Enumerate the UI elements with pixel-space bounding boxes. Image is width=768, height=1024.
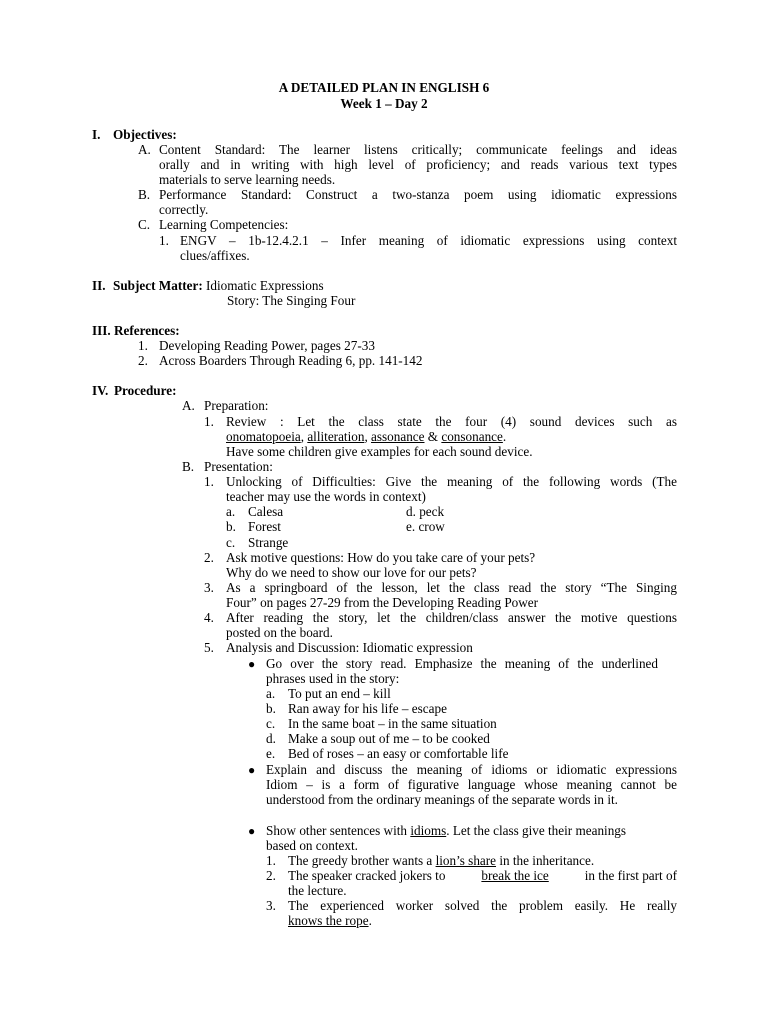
phrase-d-marker: d. <box>266 731 276 746</box>
objectives-heading: Objectives: <box>113 127 177 142</box>
sentence-2-line2: the lecture. <box>288 883 347 898</box>
motive-marker: 2. <box>204 550 214 565</box>
sentence-1-marker: 1. <box>266 853 276 868</box>
analysis-marker: 5. <box>204 640 214 655</box>
objective-b-marker: B. <box>138 187 151 202</box>
subject-matter-value: Idiomatic Expressions <box>206 278 324 293</box>
bullet1-line1: Go over the story read. Emphasize the meaning of the underlined <box>266 656 658 671</box>
bullet2-line3: understood from the ordinary meanings of the separate words in it. <box>266 792 618 807</box>
competency-1-line2: clues/affixes. <box>180 248 250 263</box>
bullet3-line2: based on context. <box>266 838 358 853</box>
objective-c-marker: C. <box>138 217 151 232</box>
preparation-marker: A. <box>182 398 195 413</box>
phrase-a: To put an end – kill <box>288 686 391 701</box>
phrase-c: In the same boat – in the same situation <box>288 716 497 731</box>
presentation-marker: B. <box>182 459 195 474</box>
device-onomatopoeia: onomatopoeia <box>226 429 301 444</box>
device-end: . <box>502 429 507 444</box>
unlocking-line2: teacher may use the words in context) <box>226 489 426 504</box>
word-a-marker: a. <box>226 504 236 519</box>
references-heading: References: <box>114 323 180 338</box>
sentence-2-line1 <box>288 868 677 883</box>
competency-1-line1: ENGV – 1b-12.4.2.1 – Infer meaning of idiomatic expressions using context <box>180 233 677 248</box>
objective-a-line1: Content Standard: The learner listens critically; communicate feelings and ideas <box>159 142 677 157</box>
word-e: e. crow <box>406 519 445 534</box>
objective-b-line1: Performance Standard: Construct a two-stanza poem using idiomatic expressions <box>159 187 677 202</box>
document-subtitle: Week 1 – Day 2 <box>340 96 428 111</box>
objective-a-line2: orally and in writing with high level of proficiency; and reads various text types <box>159 157 677 172</box>
phrase-a-marker: a. <box>266 686 276 701</box>
presentation-label: Presentation: <box>204 459 273 474</box>
bullet-icon: ● <box>248 657 256 671</box>
phrase-b-marker: b. <box>266 701 276 716</box>
preparation-label: Preparation: <box>204 398 269 413</box>
bullet3-post: . Let the class give their meanings <box>446 823 627 838</box>
device-consonance: consonance <box>441 429 503 444</box>
sentence-1-pre: The greedy brother wants a <box>288 853 436 868</box>
springboard-line2: Four” on pages 27-29 from the Developing Reading Power <box>226 595 539 610</box>
reference-1: Developing Reading Power, pages 27-33 <box>159 338 375 353</box>
subject-matter-heading: Subject Matter: <box>113 278 203 293</box>
objective-c-line1: Learning Competencies: <box>159 217 289 232</box>
competency-1-marker: 1. <box>159 233 169 248</box>
procedure-number: IV. <box>92 383 109 398</box>
word-d: d. peck <box>406 504 445 519</box>
review-line1: Review : Let the class state the four (4) sound devices such as <box>226 414 677 429</box>
sentence-1 <box>288 853 594 868</box>
device-alliteration: alliteration <box>307 429 365 444</box>
objective-a-marker: A. <box>138 142 151 157</box>
after-reading-line1: After reading the story, let the children/class answer the motive questions <box>226 610 677 625</box>
reference-2: Across Boarders Through Reading 6, pp. 141-142 <box>159 353 423 368</box>
analysis-line1: Analysis and Discussion: Idiomatic expression <box>226 640 473 655</box>
word-c-marker: c. <box>226 535 236 550</box>
device-separator: & <box>424 429 442 444</box>
bullet-icon: ● <box>248 824 256 838</box>
objective-b-line2: correctly. <box>159 202 209 217</box>
subject-matter-number: II. <box>92 278 106 293</box>
phrase-c-marker: c. <box>266 716 276 731</box>
document-title: A DETAILED PLAN IN ENGLISH 6 <box>278 80 490 95</box>
unlocking-line1: Unlocking of Difficulties: Give the meaning of the following words (The <box>226 474 677 489</box>
objectives-number: I. <box>92 127 101 142</box>
bullet3-line1 <box>266 823 626 838</box>
device-assonance: assonance <box>371 429 425 444</box>
after-reading-marker: 4. <box>204 610 214 625</box>
after-reading-line2: posted on the board. <box>226 625 333 640</box>
sentence-1-post: in the inheritance. <box>496 853 595 868</box>
motive-line2: Why do we need to show our love for our pets? <box>226 565 477 580</box>
word-c: Strange <box>248 535 289 550</box>
phrase-e-marker: e. <box>266 746 276 761</box>
word-a: Calesa <box>248 504 284 519</box>
word-b: Forest <box>248 519 281 534</box>
springboard-marker: 3. <box>204 580 214 595</box>
sentence-3-end: . <box>368 913 372 928</box>
bullet2-line1: Explain and discuss the meaning of idioms or idiomatic expressions <box>266 762 677 777</box>
references-number: III. <box>92 323 111 338</box>
sound-devices-line <box>226 429 506 444</box>
sentence-2-marker: 2. <box>266 868 276 883</box>
sentence-3-marker: 3. <box>266 898 276 913</box>
idiom-lions-share: lion’s share <box>435 853 497 868</box>
bullet2-line2: Idiom – is a form of figurative language whose meaning cannot be <box>266 777 677 792</box>
procedure-heading: Procedure: <box>114 383 177 398</box>
subject-matter-line <box>113 278 324 293</box>
subject-matter-story: Story: The Singing Four <box>227 293 356 308</box>
idiom-break-the-ice: break the ice <box>481 868 549 883</box>
review-line3: Have some children give examples for each sound device. <box>226 444 533 459</box>
unlocking-marker: 1. <box>204 474 214 489</box>
bullet1-line2: phrases used in the story: <box>266 671 400 686</box>
idiom-knows-the-rope: knows the rope <box>288 913 369 928</box>
bullet3-pre: Show other sentences with <box>266 823 411 838</box>
device-separator: , <box>300 429 308 444</box>
sentence-2-pre: The speaker cracked jokers to <box>288 868 446 883</box>
device-separator: , <box>364 429 372 444</box>
objective-a-line3: materials to serve learning needs. <box>159 172 336 187</box>
springboard-line1: As a springboard of the lesson, let the class read the story “The Singing <box>226 580 677 595</box>
motive-line1: Ask motive questions: How do you take care of your pets? <box>226 550 536 565</box>
reference-2-marker: 2. <box>138 353 148 368</box>
phrase-b: Ran away for his life – escape <box>288 701 447 716</box>
reference-1-marker: 1. <box>138 338 148 353</box>
idioms-underlined: idioms <box>410 823 447 838</box>
sentence-2-post: in the first part of <box>584 868 677 883</box>
word-b-marker: b. <box>226 519 236 534</box>
sentence-3-line1: The experienced worker solved the problem easily. He really <box>288 898 677 913</box>
bullet-icon: ● <box>248 763 256 777</box>
phrase-e: Bed of roses – an easy or comfortable life <box>288 746 509 761</box>
sentence-3-line2 <box>288 913 372 928</box>
review-marker: 1. <box>204 414 214 429</box>
phrase-d: Make a soup out of me – to be cooked <box>288 731 490 746</box>
